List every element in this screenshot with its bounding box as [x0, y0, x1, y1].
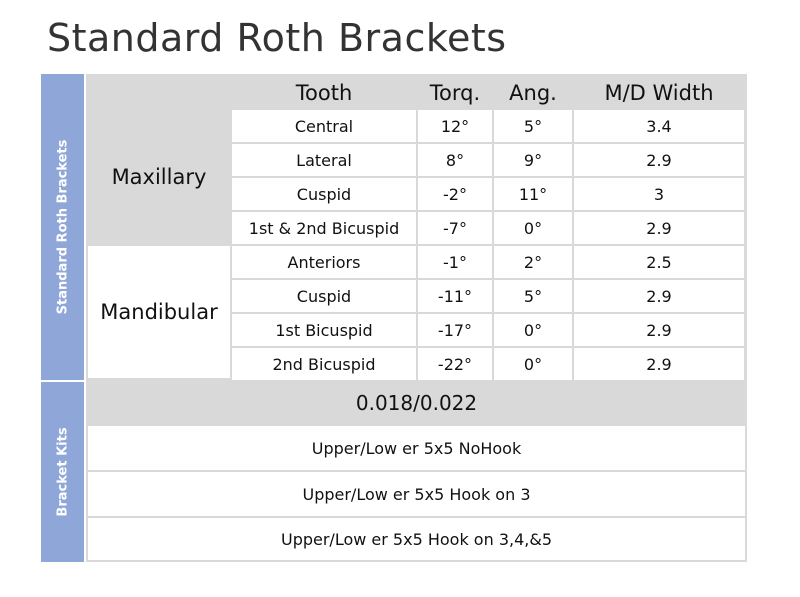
header-tooth: Tooth: [295, 81, 353, 105]
cell-torq: -11°: [437, 286, 473, 306]
cell-tooth: Anteriors: [287, 252, 361, 272]
cell-ang: 11°: [518, 184, 548, 204]
cell-md-width: 3: [653, 184, 665, 204]
cell-torq: -1°: [443, 252, 467, 272]
kit-item: Upper/Low er 5x5 Hook on 3: [302, 484, 531, 504]
cell-ang: 2°: [523, 252, 543, 272]
cell-ang: 9°: [523, 150, 543, 170]
kit-item: Upper/Low er 5x5 NoHook: [311, 438, 522, 458]
cell-tooth: 1st & 2nd Bicuspid: [248, 218, 400, 238]
cell-tooth: Lateral: [296, 150, 352, 170]
cell-md-width: 2.9: [646, 218, 672, 238]
sidebar-kits-text: Bracket Kits: [55, 427, 70, 517]
page-title: Standard Roth Brackets: [47, 16, 507, 60]
cell-tooth: 1st Bicuspid: [275, 320, 373, 340]
group-maxillary: Maxillary: [111, 165, 207, 189]
cell-tooth: Cuspid: [296, 184, 352, 204]
cell-torq: -22°: [437, 354, 473, 374]
sidebar-roth-text: Standard Roth Brackets: [55, 139, 70, 315]
cell-md-width: 2.5: [646, 252, 672, 272]
cell-md-width: 3.4: [646, 116, 672, 136]
header-md-width: M/D Width: [604, 81, 714, 105]
kits-title: 0.018/0.022: [355, 391, 478, 415]
cell-torq: -2°: [443, 184, 467, 204]
cell-tooth: Cuspid: [296, 286, 352, 306]
sidebar-label-roth: [41, 74, 84, 380]
cell-md-width: 2.9: [646, 150, 672, 170]
sidebar-label-kits: [41, 382, 84, 562]
group-mandibular: Mandibular: [100, 300, 218, 324]
cell-torq: -7°: [443, 218, 467, 238]
cell-tooth: 2nd Bicuspid: [272, 354, 376, 374]
cell-tooth: Central: [294, 116, 354, 136]
cell-md-width: 2.9: [646, 286, 672, 306]
cell-torq: -17°: [437, 320, 473, 340]
cell-torq: 8°: [445, 150, 465, 170]
header-torq: Torq.: [429, 81, 481, 105]
cell-ang: 0°: [523, 354, 543, 374]
cell-torq: 12°: [440, 116, 470, 136]
cell-ang: 5°: [523, 286, 543, 306]
kit-item: Upper/Low er 5x5 Hook on 3,4,&5: [280, 529, 552, 549]
cell-md-width: 2.9: [646, 320, 672, 340]
cell-ang: 0°: [523, 320, 543, 340]
cell-md-width: 2.9: [646, 354, 672, 374]
cell-ang: 5°: [523, 116, 543, 136]
header-ang: Ang.: [509, 81, 557, 105]
cell-ang: 0°: [523, 218, 543, 238]
